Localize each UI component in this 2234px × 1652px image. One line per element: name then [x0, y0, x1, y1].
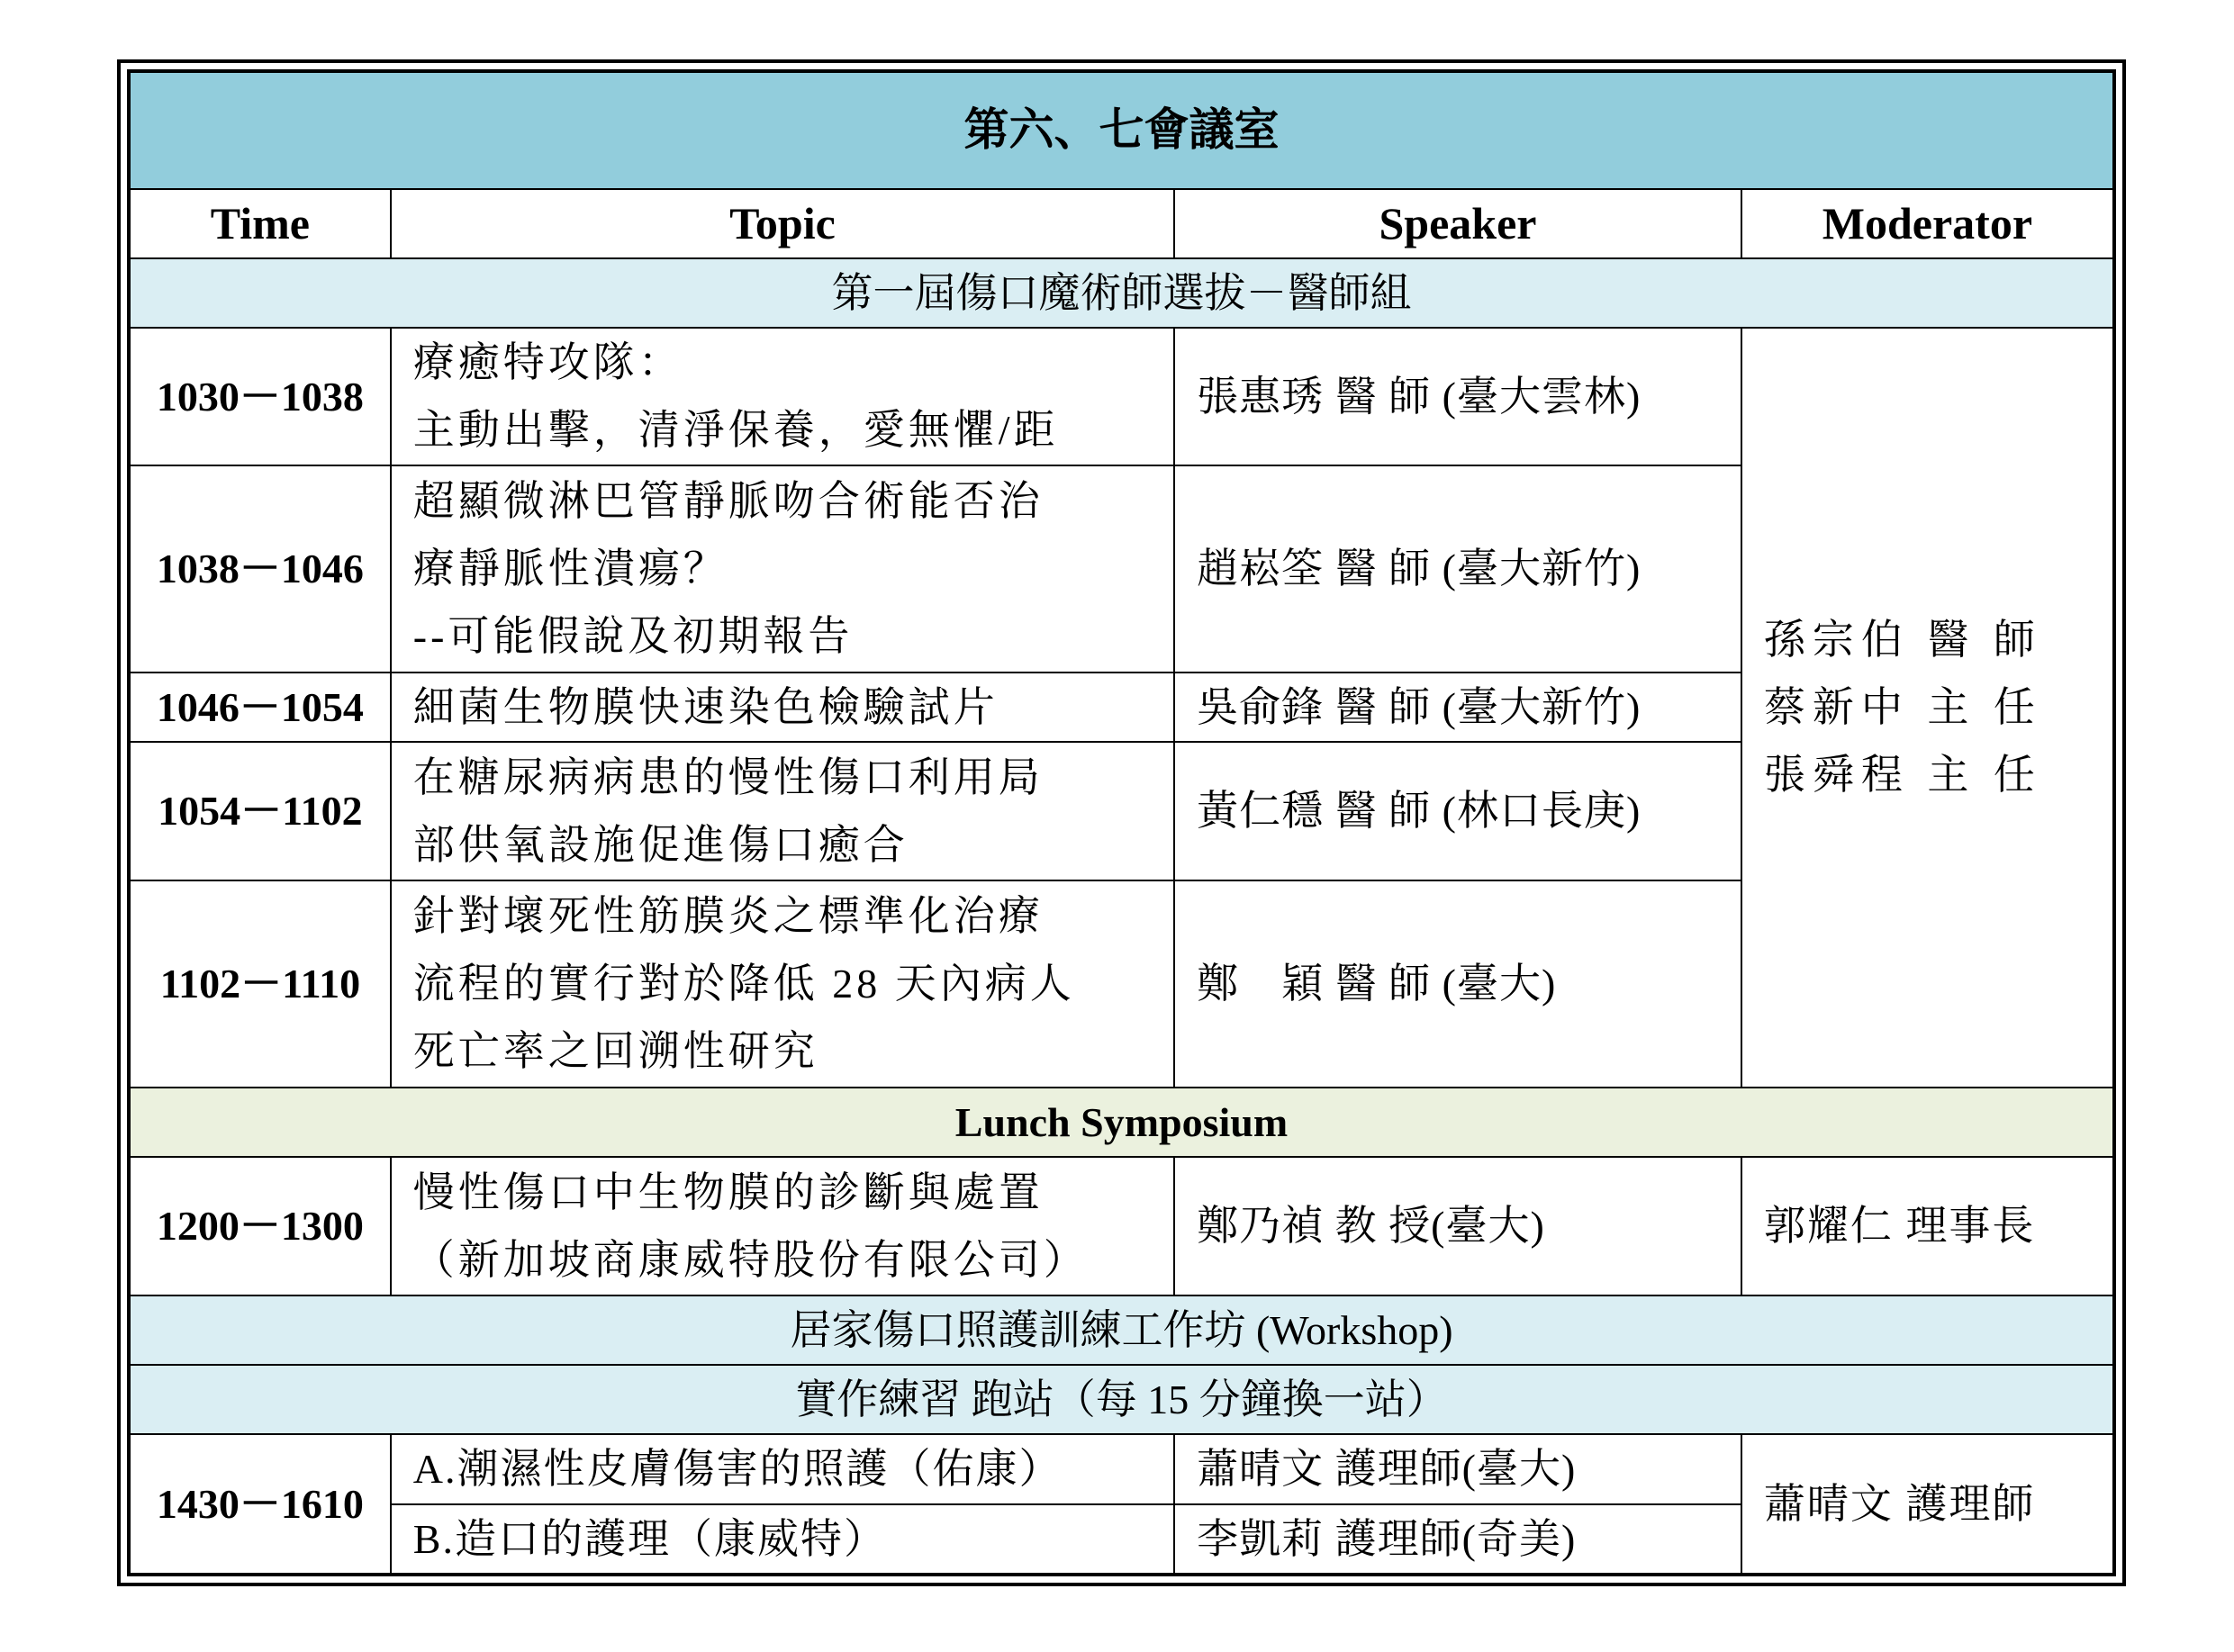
time-cell: 1430－1610: [130, 1434, 391, 1574]
lunch-section-row: [130, 1088, 2113, 1157]
speaker-cell: 趙崧筌 醫 師 (臺大新竹): [1174, 465, 1741, 673]
schedule-frame: [117, 59, 2126, 1586]
section-row: [130, 258, 2113, 328]
moderator-cell: 郭耀仁 理事長: [1741, 1157, 2113, 1295]
moderator-line: 張舜程 主 任: [1763, 752, 2042, 799]
speaker-cell: 李凱莉 護理師(奇美): [1174, 1504, 1741, 1574]
topic-line: 細菌生物膜快速染色檢驗試片: [412, 683, 999, 730]
speaker-cell: 蕭晴文 護理師(臺大): [1174, 1434, 1741, 1503]
section-label: 居家傷口照護訓練工作坊 (Workshop): [130, 1295, 2113, 1365]
time-cell: 1200－1300: [130, 1157, 391, 1295]
schedule-inner-border: [127, 69, 2116, 1576]
topic-cell: [391, 1157, 1174, 1295]
topic-line: 部供氧設施促進傷口癒合: [412, 821, 909, 868]
topic-line: 療靜脈性潰瘍？: [412, 546, 728, 592]
topic-line: 慢性傷口中生物膜的診斷與處置: [412, 1169, 1044, 1215]
table-row: [130, 328, 2113, 465]
topic-line: 死亡率之回溯性研究: [412, 1028, 819, 1075]
speaker-cell: 張惠琇 醫 師 (臺大雲林): [1174, 328, 1741, 465]
topic-line: （新加坡商康威特股份有限公司）: [412, 1236, 1089, 1283]
moderator-cell: 蕭晴文 護理師: [1741, 1434, 2113, 1574]
moderator-cell: [1741, 328, 2113, 1087]
time-cell: 1030－1038: [130, 328, 391, 465]
topic-cell: [391, 465, 1174, 673]
header-time: Time: [130, 189, 391, 258]
topic-cell: A.潮濕性皮膚傷害的照護（佑康）: [391, 1434, 1174, 1503]
section-row: [130, 1295, 2113, 1365]
header-row: [130, 189, 2113, 258]
topic-cell: [391, 880, 1174, 1088]
moderator-line: 孫宗伯 醫 師: [1763, 617, 2042, 664]
moderator-line: 蔡新中 主 任: [1763, 684, 2042, 731]
table-row: [130, 1434, 2113, 1503]
topic-cell: [391, 328, 1174, 465]
topic-cell: [391, 673, 1174, 742]
speaker-cell: 鄭 穎 醫 師 (臺大): [1174, 880, 1741, 1088]
table-row: [130, 1157, 2113, 1295]
section-row: [130, 1365, 2113, 1434]
header-speaker: Speaker: [1174, 189, 1741, 258]
topic-line: 在糖尿病病患的慢性傷口利用局: [412, 754, 1044, 800]
topic-line: 針對壞死性筋膜炎之標準化治療: [412, 893, 1044, 940]
section-label: 第一屆傷口魔術師選拔－醫師組: [130, 258, 2113, 328]
topic-cell: [391, 742, 1174, 880]
speaker-cell: 鄭乃禎 教 授(臺大): [1174, 1157, 1741, 1295]
topic-line: 療癒特攻隊：: [412, 339, 683, 386]
time-cell: 1038－1046: [130, 465, 391, 673]
room-title: 第六、七會議室: [130, 72, 2113, 189]
topic-line: --可能假說及初期報告: [412, 613, 854, 660]
schedule-table: [129, 71, 2114, 1575]
time-cell: 1102－1110: [130, 880, 391, 1088]
topic-cell: B.造口的護理（康威特）: [391, 1504, 1174, 1574]
time-cell: 1046－1054: [130, 673, 391, 742]
speaker-cell: 黃仁穩 醫 師 (林口長庚): [1174, 742, 1741, 880]
header-moderator: Moderator: [1741, 189, 2113, 258]
speaker-cell: 吳俞鋒 醫 師 (臺大新竹): [1174, 673, 1741, 742]
topic-line: 超顯微淋巴管靜脈吻合術能否治: [412, 478, 1044, 525]
title-row: [130, 72, 2113, 189]
topic-line: 流程的實行對於降低 28 天內病人: [412, 961, 1075, 1007]
header-topic: Topic: [391, 189, 1174, 258]
time-cell: 1054－1102: [130, 742, 391, 880]
topic-line: 主動出擊，清淨保養，愛無懼/距: [412, 407, 1059, 454]
lunch-label: Lunch Symposium: [130, 1088, 2113, 1157]
section-label: 實作練習 跑站（每 15 分鐘換一站）: [130, 1365, 2113, 1434]
